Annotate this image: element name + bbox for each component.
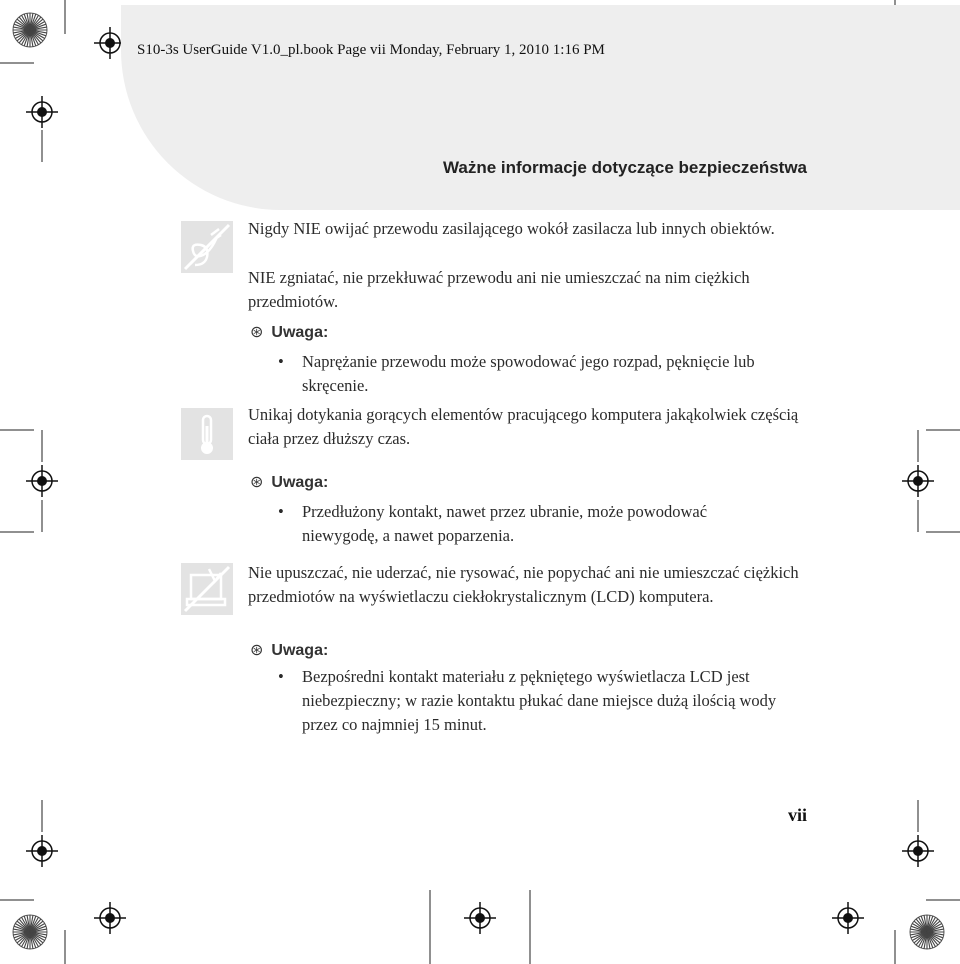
block-2-bullet: [278, 500, 772, 548]
file-slug-line: S10-3s UserGuide V1.0_pl.book Page vii Monday, February 1, 2010 1:16 PM: [137, 42, 605, 58]
block-1-paragraph-2: NIE zgniatać, nie przekłuwać przewodu ani nie umieszczać na nim ciężkich przedmiotów.: [248, 268, 750, 311]
block-2-note-heading: [250, 472, 328, 492]
note-label: Uwaga:: [271, 474, 329, 491]
block-1-note-heading: [250, 322, 328, 342]
block-1-paragraph-1: Nigdy NIE owijać przewodu zasilającego wokół zasilacza lub innych obiektów.: [248, 219, 775, 238]
star-target-mark: [13, 13, 47, 47]
registration-mark: [832, 902, 864, 934]
note-icon: ⊛: [250, 474, 264, 491]
note-label: Uwaga:: [271, 642, 329, 659]
star-target-mark: [910, 915, 944, 949]
registration-mark: [902, 835, 934, 867]
note-label: Uwaga:: [271, 324, 329, 341]
thermometer-icon: [181, 408, 233, 460]
block-3-note-heading: [250, 640, 328, 660]
lcd-pressure-prohibited-icon: [181, 563, 233, 615]
registration-mark: [94, 902, 126, 934]
bullet-marker: •: [278, 502, 284, 521]
registration-mark: [464, 902, 496, 934]
registration-mark: [26, 465, 58, 497]
block-1-bullet: [278, 350, 802, 398]
registration-mark: [26, 835, 58, 867]
star-target-mark: [13, 915, 47, 949]
block-3-paragraph-1: Nie upuszczać, nie uderzać, nie rysować, nie popychać ani nie umieszczać ciężkich przedmiotów na wyświetlaczu ciekłokrystalicznym (LCD) komputera.: [248, 563, 799, 606]
header-band: [121, 5, 960, 210]
cable-wrap-prohibited-icon: [181, 221, 233, 273]
page-number: vii: [787, 805, 807, 825]
bullet-marker: •: [278, 352, 284, 371]
bullet-text: Bezpośredni kontakt materiału z pękniętego wyświetlacza LCD jest niebezpieczny; w razie kontaktu płukać dane miejsce dużą ilością wody przez co najmniej 15 minut.: [302, 667, 777, 734]
section-heading: Ważne informacje dotyczące bezpieczeństwa: [442, 158, 807, 177]
note-icon: ⊛: [250, 642, 264, 659]
bullet-text: Przedłużony kontakt, nawet przez ubranie, może powodować niewygodę, a nawet poparzenia.: [302, 502, 708, 545]
note-icon: ⊛: [250, 324, 264, 341]
block-2-paragraph-1: Unikaj dotykania gorących elementów pracującego komputera jakąkolwiek częścią ciała przez dłuższy czas.: [248, 405, 799, 448]
block-3-bullet: [278, 665, 802, 737]
bullet-marker: •: [278, 667, 284, 686]
bullet-text: Naprężanie przewodu może spowodować jego rozpad, pęknięcie lub skręcenie.: [302, 352, 755, 395]
registration-mark: [902, 465, 934, 497]
registration-mark: [26, 96, 58, 128]
